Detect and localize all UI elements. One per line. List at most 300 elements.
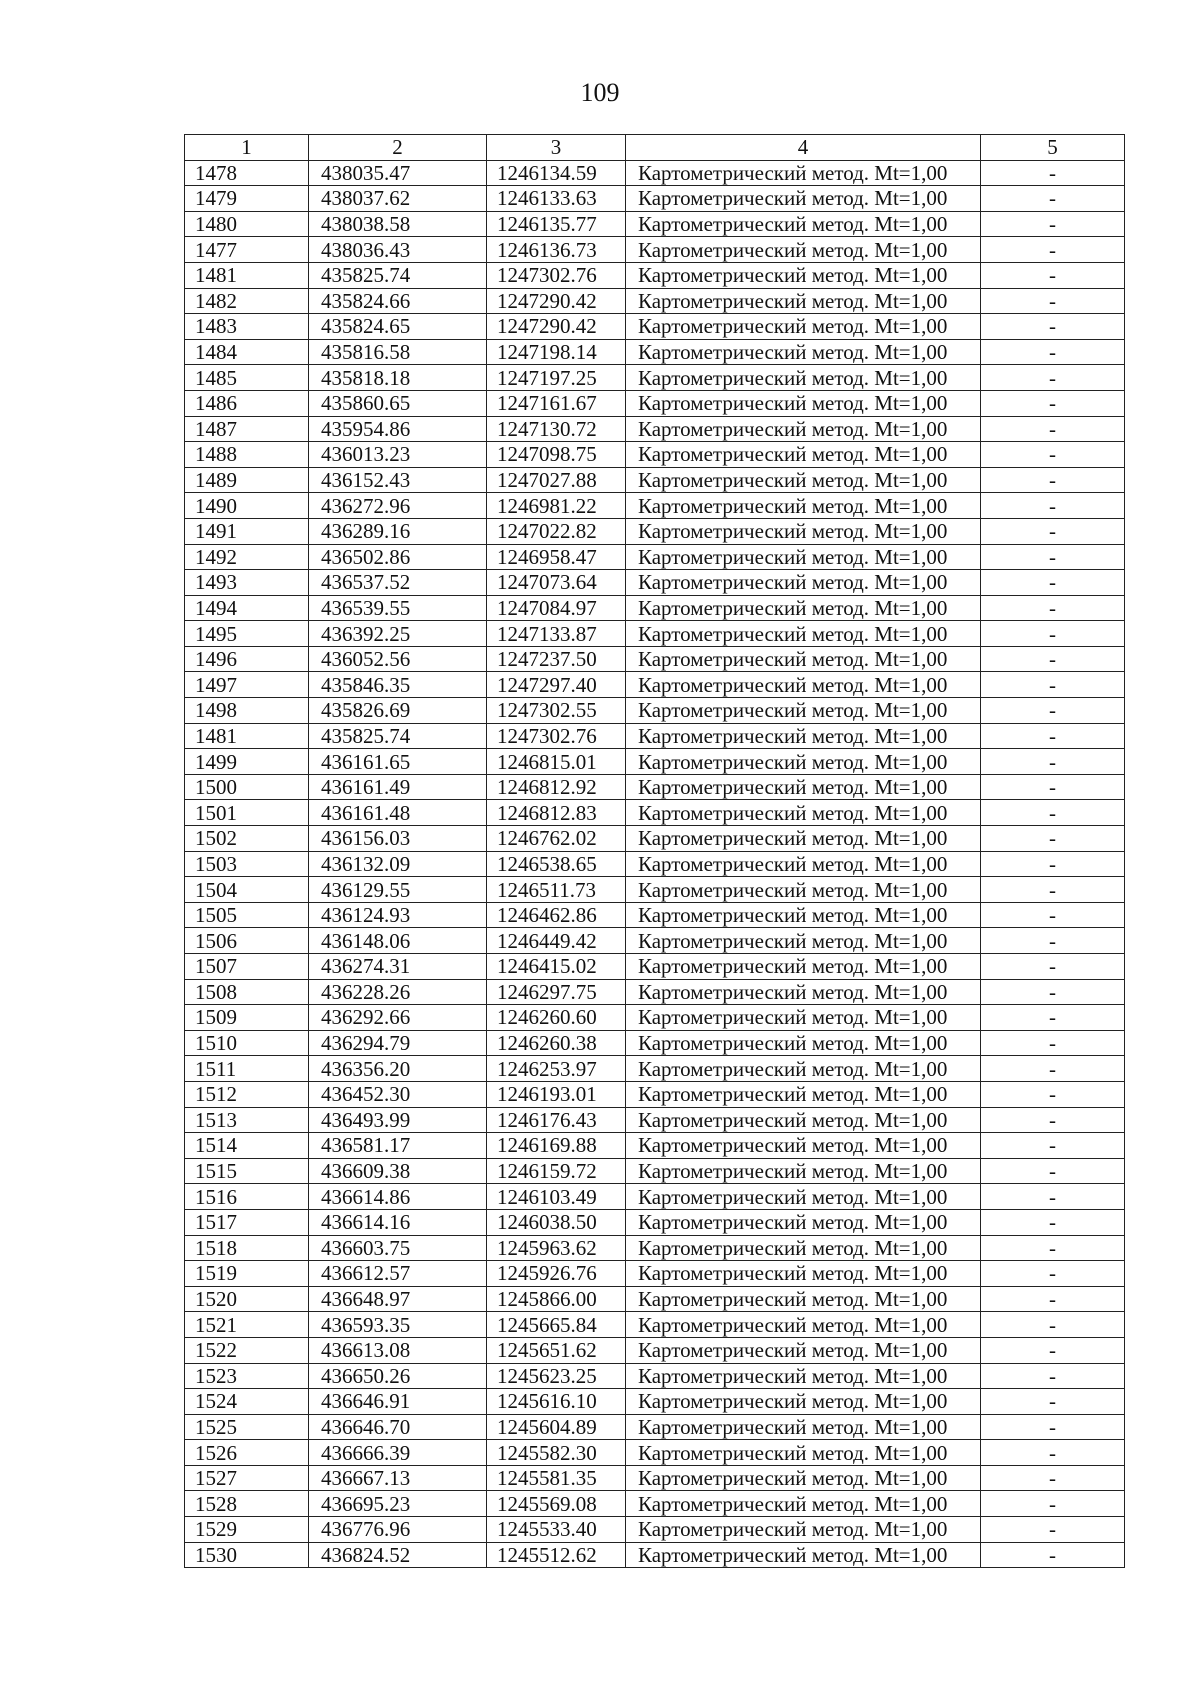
table-row <box>185 1158 1125 1184</box>
table-row <box>185 365 1125 391</box>
x-coordinate-cell: 436156.03 <box>309 826 487 852</box>
point-number-cell: 1512 <box>185 1081 309 1107</box>
y-coordinate-cell: 1246812.92 <box>487 774 626 800</box>
point-number-cell: 1486 <box>185 390 309 416</box>
method-cell: Картометрический метод. Mt=1,00 <box>626 160 981 186</box>
x-coordinate-cell: 438038.58 <box>309 211 487 237</box>
y-coordinate-cell: 1247302.76 <box>487 723 626 749</box>
error-cell: - <box>981 467 1125 493</box>
method-cell: Картометрический метод. Mt=1,00 <box>626 723 981 749</box>
y-coordinate-cell: 1246462.86 <box>487 902 626 928</box>
y-coordinate-cell: 1246415.02 <box>487 954 626 980</box>
method-cell: Картометрический метод. Mt=1,00 <box>626 493 981 519</box>
error-cell: - <box>981 1312 1125 1338</box>
error-cell: - <box>981 826 1125 852</box>
point-number-cell: 1482 <box>185 288 309 314</box>
y-coordinate-cell: 1245926.76 <box>487 1261 626 1287</box>
method-cell: Картометрический метод. Mt=1,00 <box>626 646 981 672</box>
table-row <box>185 288 1125 314</box>
method-cell: Картометрический метод. Mt=1,00 <box>626 621 981 647</box>
x-coordinate-cell: 436356.20 <box>309 1056 487 1082</box>
method-cell: Картометрический метод. Mt=1,00 <box>626 467 981 493</box>
point-number-cell: 1508 <box>185 979 309 1005</box>
y-coordinate-cell: 1245651.62 <box>487 1337 626 1363</box>
error-cell: - <box>981 237 1125 263</box>
table-row <box>185 1440 1125 1466</box>
method-cell: Картометрический метод. Mt=1,00 <box>626 826 981 852</box>
point-number-cell: 1487 <box>185 416 309 442</box>
y-coordinate-cell: 1246449.42 <box>487 928 626 954</box>
x-coordinate-cell: 436646.70 <box>309 1414 487 1440</box>
x-coordinate-cell: 436294.79 <box>309 1030 487 1056</box>
x-coordinate-cell: 436593.35 <box>309 1312 487 1338</box>
error-cell: - <box>981 851 1125 877</box>
header-cell: 3 <box>487 135 626 161</box>
table-row <box>185 1235 1125 1261</box>
y-coordinate-cell: 1246134.59 <box>487 160 626 186</box>
point-number-cell: 1514 <box>185 1133 309 1159</box>
y-coordinate-cell: 1246538.65 <box>487 851 626 877</box>
error-cell: - <box>981 1414 1125 1440</box>
error-cell: - <box>981 979 1125 1005</box>
point-number-cell: 1528 <box>185 1491 309 1517</box>
table-row <box>185 1312 1125 1338</box>
x-coordinate-cell: 438035.47 <box>309 160 487 186</box>
method-cell: Картометрический метод. Mt=1,00 <box>626 1363 981 1389</box>
error-cell: - <box>981 1261 1125 1287</box>
x-coordinate-cell: 438036.43 <box>309 237 487 263</box>
point-number-cell: 1501 <box>185 800 309 826</box>
error-cell: - <box>981 493 1125 519</box>
table-row <box>185 826 1125 852</box>
method-cell: Картометрический метод. Mt=1,00 <box>626 698 981 724</box>
method-cell: Картометрический метод. Mt=1,00 <box>626 1158 981 1184</box>
error-cell: - <box>981 1209 1125 1235</box>
point-number-cell: 1520 <box>185 1286 309 1312</box>
point-number-cell: 1499 <box>185 749 309 775</box>
error-cell: - <box>981 928 1125 954</box>
table-row <box>185 237 1125 263</box>
error-cell: - <box>981 902 1125 928</box>
table-row <box>185 1081 1125 1107</box>
y-coordinate-cell: 1246133.63 <box>487 186 626 212</box>
method-cell: Картометрический метод. Mt=1,00 <box>626 262 981 288</box>
table-row <box>185 774 1125 800</box>
y-coordinate-cell: 1245616.10 <box>487 1389 626 1415</box>
y-coordinate-cell: 1245569.08 <box>487 1491 626 1517</box>
x-coordinate-cell: 436161.49 <box>309 774 487 800</box>
x-coordinate-cell: 436648.97 <box>309 1286 487 1312</box>
x-coordinate-cell: 436824.52 <box>309 1542 487 1568</box>
point-number-cell: 1483 <box>185 314 309 340</box>
table-row <box>185 749 1125 775</box>
error-cell: - <box>981 288 1125 314</box>
table-row <box>185 1517 1125 1543</box>
x-coordinate-cell: 435825.74 <box>309 262 487 288</box>
method-cell: Картометрический метод. Mt=1,00 <box>626 237 981 263</box>
page-number: 109 <box>580 78 620 107</box>
error-cell: - <box>981 1133 1125 1159</box>
table-row <box>185 979 1125 1005</box>
table-row <box>185 1133 1125 1159</box>
y-coordinate-cell: 1245604.89 <box>487 1414 626 1440</box>
table-row <box>185 902 1125 928</box>
table-row <box>185 1107 1125 1133</box>
table-row <box>185 1286 1125 1312</box>
x-coordinate-cell: 435824.66 <box>309 288 487 314</box>
method-cell: Картометрический метод. Mt=1,00 <box>626 1491 981 1517</box>
y-coordinate-cell: 1247302.76 <box>487 262 626 288</box>
y-coordinate-cell: 1246135.77 <box>487 211 626 237</box>
x-coordinate-cell: 436613.08 <box>309 1337 487 1363</box>
y-coordinate-cell: 1247130.72 <box>487 416 626 442</box>
method-cell: Картометрический метод. Mt=1,00 <box>626 314 981 340</box>
y-coordinate-cell: 1246260.60 <box>487 1005 626 1031</box>
method-cell: Картометрический метод. Mt=1,00 <box>626 1030 981 1056</box>
method-cell: Картометрический метод. Mt=1,00 <box>626 186 981 212</box>
point-number-cell: 1505 <box>185 902 309 928</box>
error-cell: - <box>981 800 1125 826</box>
method-cell: Картометрический метод. Mt=1,00 <box>626 416 981 442</box>
error-cell: - <box>981 1517 1125 1543</box>
point-number-cell: 1510 <box>185 1030 309 1056</box>
table-row <box>185 1005 1125 1031</box>
x-coordinate-cell: 436392.25 <box>309 621 487 647</box>
method-cell: Картометрический метод. Mt=1,00 <box>626 954 981 980</box>
table-row <box>185 877 1125 903</box>
table-row <box>185 928 1125 954</box>
error-cell: - <box>981 211 1125 237</box>
method-cell: Картометрический метод. Mt=1,00 <box>626 211 981 237</box>
point-number-cell: 1496 <box>185 646 309 672</box>
x-coordinate-cell: 436614.86 <box>309 1184 487 1210</box>
method-cell: Картометрический метод. Mt=1,00 <box>626 1107 981 1133</box>
y-coordinate-cell: 1247161.67 <box>487 390 626 416</box>
table-row <box>185 1465 1125 1491</box>
y-coordinate-cell: 1246103.49 <box>487 1184 626 1210</box>
table-row <box>185 1389 1125 1415</box>
method-cell: Картометрический метод. Mt=1,00 <box>626 442 981 468</box>
x-coordinate-cell: 436609.38 <box>309 1158 487 1184</box>
method-cell: Картометрический метод. Mt=1,00 <box>626 1389 981 1415</box>
method-cell: Картометрический метод. Mt=1,00 <box>626 1133 981 1159</box>
point-number-cell: 1524 <box>185 1389 309 1415</box>
y-coordinate-cell: 1245866.00 <box>487 1286 626 1312</box>
table-row <box>185 390 1125 416</box>
table-row <box>185 314 1125 340</box>
point-number-cell: 1478 <box>185 160 309 186</box>
error-cell: - <box>981 1005 1125 1031</box>
method-cell: Картометрический метод. Mt=1,00 <box>626 877 981 903</box>
method-cell: Картометрический метод. Mt=1,00 <box>626 544 981 570</box>
y-coordinate-cell: 1246169.88 <box>487 1133 626 1159</box>
method-cell: Картометрический метод. Mt=1,00 <box>626 1005 981 1031</box>
method-cell: Картометрический метод. Mt=1,00 <box>626 595 981 621</box>
error-cell: - <box>981 570 1125 596</box>
error-cell: - <box>981 698 1125 724</box>
method-cell: Картометрический метод. Mt=1,00 <box>626 851 981 877</box>
error-cell: - <box>981 262 1125 288</box>
x-coordinate-cell: 436161.65 <box>309 749 487 775</box>
method-cell: Картометрический метод. Mt=1,00 <box>626 1209 981 1235</box>
point-number-cell: 1498 <box>185 698 309 724</box>
error-cell: - <box>981 1542 1125 1568</box>
point-number-cell: 1481 <box>185 262 309 288</box>
point-number-cell: 1521 <box>185 1312 309 1338</box>
y-coordinate-cell: 1245623.25 <box>487 1363 626 1389</box>
error-cell: - <box>981 1030 1125 1056</box>
table-row <box>185 1491 1125 1517</box>
x-coordinate-cell: 436452.30 <box>309 1081 487 1107</box>
table-row <box>185 1542 1125 1568</box>
x-coordinate-cell: 436228.26 <box>309 979 487 1005</box>
point-number-cell: 1518 <box>185 1235 309 1261</box>
y-coordinate-cell: 1245581.35 <box>487 1465 626 1491</box>
x-coordinate-cell: 436013.23 <box>309 442 487 468</box>
method-cell: Картометрический метод. Mt=1,00 <box>626 339 981 365</box>
y-coordinate-cell: 1247290.42 <box>487 314 626 340</box>
point-number-cell: 1488 <box>185 442 309 468</box>
x-coordinate-cell: 435816.58 <box>309 339 487 365</box>
point-number-cell: 1504 <box>185 877 309 903</box>
method-cell: Картометрический метод. Mt=1,00 <box>626 672 981 698</box>
y-coordinate-cell: 1246511.73 <box>487 877 626 903</box>
x-coordinate-cell: 436493.99 <box>309 1107 487 1133</box>
point-number-cell: 1492 <box>185 544 309 570</box>
x-coordinate-cell: 435954.86 <box>309 416 487 442</box>
table-row <box>185 595 1125 621</box>
table-row <box>185 1261 1125 1287</box>
y-coordinate-cell: 1245963.62 <box>487 1235 626 1261</box>
error-cell: - <box>981 1440 1125 1466</box>
error-cell: - <box>981 1286 1125 1312</box>
x-coordinate-cell: 436292.66 <box>309 1005 487 1031</box>
method-cell: Картометрический метод. Mt=1,00 <box>626 928 981 954</box>
error-cell: - <box>981 749 1125 775</box>
y-coordinate-cell: 1245533.40 <box>487 1517 626 1543</box>
table-row <box>185 211 1125 237</box>
method-cell: Картометрический метод. Mt=1,00 <box>626 1337 981 1363</box>
table-body <box>185 160 1125 1568</box>
table-header-row <box>185 135 1125 161</box>
x-coordinate-cell: 435824.65 <box>309 314 487 340</box>
x-coordinate-cell: 436603.75 <box>309 1235 487 1261</box>
x-coordinate-cell: 436161.48 <box>309 800 487 826</box>
x-coordinate-cell: 436152.43 <box>309 467 487 493</box>
y-coordinate-cell: 1246159.72 <box>487 1158 626 1184</box>
error-cell: - <box>981 646 1125 672</box>
table-row <box>185 544 1125 570</box>
table-row <box>185 851 1125 877</box>
y-coordinate-cell: 1246815.01 <box>487 749 626 775</box>
y-coordinate-cell: 1246038.50 <box>487 1209 626 1235</box>
y-coordinate-cell: 1247302.55 <box>487 698 626 724</box>
x-coordinate-cell: 436502.86 <box>309 544 487 570</box>
table-row <box>185 339 1125 365</box>
error-cell: - <box>981 1491 1125 1517</box>
x-coordinate-cell: 436274.31 <box>309 954 487 980</box>
y-coordinate-cell: 1247133.87 <box>487 621 626 647</box>
table-row <box>185 1184 1125 1210</box>
x-coordinate-cell: 436695.23 <box>309 1491 487 1517</box>
point-number-cell: 1480 <box>185 211 309 237</box>
y-coordinate-cell: 1246762.02 <box>487 826 626 852</box>
method-cell: Картометрический метод. Mt=1,00 <box>626 1312 981 1338</box>
y-coordinate-cell: 1246193.01 <box>487 1081 626 1107</box>
table-row <box>185 723 1125 749</box>
x-coordinate-cell: 436052.56 <box>309 646 487 672</box>
x-coordinate-cell: 436537.52 <box>309 570 487 596</box>
point-number-cell: 1491 <box>185 518 309 544</box>
table-row <box>185 570 1125 596</box>
header-cell: 5 <box>981 135 1125 161</box>
method-cell: Картометрический метод. Mt=1,00 <box>626 518 981 544</box>
point-number-cell: 1507 <box>185 954 309 980</box>
point-number-cell: 1495 <box>185 621 309 647</box>
y-coordinate-cell: 1247084.97 <box>487 595 626 621</box>
error-cell: - <box>981 1107 1125 1133</box>
method-cell: Картометрический метод. Mt=1,00 <box>626 1081 981 1107</box>
point-number-cell: 1500 <box>185 774 309 800</box>
point-number-cell: 1513 <box>185 1107 309 1133</box>
point-number-cell: 1526 <box>185 1440 309 1466</box>
y-coordinate-cell: 1246260.38 <box>487 1030 626 1056</box>
error-cell: - <box>981 877 1125 903</box>
error-cell: - <box>981 1184 1125 1210</box>
error-cell: - <box>981 1081 1125 1107</box>
x-coordinate-cell: 435846.35 <box>309 672 487 698</box>
table-row <box>185 621 1125 647</box>
point-number-cell: 1516 <box>185 1184 309 1210</box>
method-cell: Картометрический метод. Mt=1,00 <box>626 1286 981 1312</box>
y-coordinate-cell: 1245512.62 <box>487 1542 626 1568</box>
method-cell: Картометрический метод. Mt=1,00 <box>626 570 981 596</box>
x-coordinate-cell: 436614.16 <box>309 1209 487 1235</box>
point-number-cell: 1485 <box>185 365 309 391</box>
error-cell: - <box>981 723 1125 749</box>
y-coordinate-cell: 1247297.40 <box>487 672 626 698</box>
point-number-cell: 1484 <box>185 339 309 365</box>
point-number-cell: 1479 <box>185 186 309 212</box>
x-coordinate-cell: 436650.26 <box>309 1363 487 1389</box>
error-cell: - <box>981 544 1125 570</box>
error-cell: - <box>981 1363 1125 1389</box>
error-cell: - <box>981 1389 1125 1415</box>
y-coordinate-cell: 1247073.64 <box>487 570 626 596</box>
header-cell: 4 <box>626 135 981 161</box>
x-coordinate-cell: 438037.62 <box>309 186 487 212</box>
table-row <box>185 416 1125 442</box>
method-cell: Картометрический метод. Mt=1,00 <box>626 390 981 416</box>
table-row <box>185 186 1125 212</box>
y-coordinate-cell: 1247198.14 <box>487 339 626 365</box>
table-row <box>185 493 1125 519</box>
x-coordinate-cell: 436646.91 <box>309 1389 487 1415</box>
x-coordinate-cell: 436272.96 <box>309 493 487 519</box>
y-coordinate-cell: 1246176.43 <box>487 1107 626 1133</box>
point-number-cell: 1522 <box>185 1337 309 1363</box>
y-coordinate-cell: 1247197.25 <box>487 365 626 391</box>
y-coordinate-cell: 1245665.84 <box>487 1312 626 1338</box>
point-number-cell: 1497 <box>185 672 309 698</box>
error-cell: - <box>981 442 1125 468</box>
error-cell: - <box>981 390 1125 416</box>
table-row <box>185 442 1125 468</box>
method-cell: Картометрический метод. Mt=1,00 <box>626 1542 981 1568</box>
point-number-cell: 1530 <box>185 1542 309 1568</box>
point-number-cell: 1503 <box>185 851 309 877</box>
header-cell: 1 <box>185 135 309 161</box>
table-row <box>185 954 1125 980</box>
x-coordinate-cell: 436667.13 <box>309 1465 487 1491</box>
point-number-cell: 1511 <box>185 1056 309 1082</box>
x-coordinate-cell: 436612.57 <box>309 1261 487 1287</box>
x-coordinate-cell: 435860.65 <box>309 390 487 416</box>
method-cell: Картометрический метод. Mt=1,00 <box>626 1056 981 1082</box>
error-cell: - <box>981 672 1125 698</box>
error-cell: - <box>981 774 1125 800</box>
x-coordinate-cell: 436129.55 <box>309 877 487 903</box>
point-number-cell: 1515 <box>185 1158 309 1184</box>
x-coordinate-cell: 436148.06 <box>309 928 487 954</box>
table-row <box>185 800 1125 826</box>
error-cell: - <box>981 1158 1125 1184</box>
table-row <box>185 646 1125 672</box>
x-coordinate-cell: 436776.96 <box>309 1517 487 1543</box>
method-cell: Картометрический метод. Mt=1,00 <box>626 774 981 800</box>
point-number-cell: 1509 <box>185 1005 309 1031</box>
coordinates-table <box>184 134 1125 1568</box>
error-cell: - <box>981 1465 1125 1491</box>
point-number-cell: 1517 <box>185 1209 309 1235</box>
x-coordinate-cell: 435826.69 <box>309 698 487 724</box>
table-row <box>185 1056 1125 1082</box>
y-coordinate-cell: 1246136.73 <box>487 237 626 263</box>
y-coordinate-cell: 1247027.88 <box>487 467 626 493</box>
y-coordinate-cell: 1246958.47 <box>487 544 626 570</box>
y-coordinate-cell: 1247022.82 <box>487 518 626 544</box>
point-number-cell: 1523 <box>185 1363 309 1389</box>
y-coordinate-cell: 1246297.75 <box>487 979 626 1005</box>
table-row <box>185 672 1125 698</box>
method-cell: Картометрический метод. Mt=1,00 <box>626 979 981 1005</box>
y-coordinate-cell: 1246812.83 <box>487 800 626 826</box>
error-cell: - <box>981 160 1125 186</box>
table-row <box>185 1030 1125 1056</box>
x-coordinate-cell: 436539.55 <box>309 595 487 621</box>
table-row <box>185 1414 1125 1440</box>
method-cell: Картометрический метод. Mt=1,00 <box>626 1465 981 1491</box>
x-coordinate-cell: 436132.09 <box>309 851 487 877</box>
method-cell: Картометрический метод. Mt=1,00 <box>626 1184 981 1210</box>
header-cell: 2 <box>309 135 487 161</box>
x-coordinate-cell: 436581.17 <box>309 1133 487 1159</box>
table-row <box>185 518 1125 544</box>
error-cell: - <box>981 416 1125 442</box>
table-row <box>185 1337 1125 1363</box>
error-cell: - <box>981 365 1125 391</box>
y-coordinate-cell: 1245582.30 <box>487 1440 626 1466</box>
error-cell: - <box>981 954 1125 980</box>
error-cell: - <box>981 621 1125 647</box>
point-number-cell: 1481 <box>185 723 309 749</box>
x-coordinate-cell: 436666.39 <box>309 1440 487 1466</box>
point-number-cell: 1506 <box>185 928 309 954</box>
y-coordinate-cell: 1247098.75 <box>487 442 626 468</box>
point-number-cell: 1525 <box>185 1414 309 1440</box>
point-number-cell: 1494 <box>185 595 309 621</box>
table-row <box>185 467 1125 493</box>
